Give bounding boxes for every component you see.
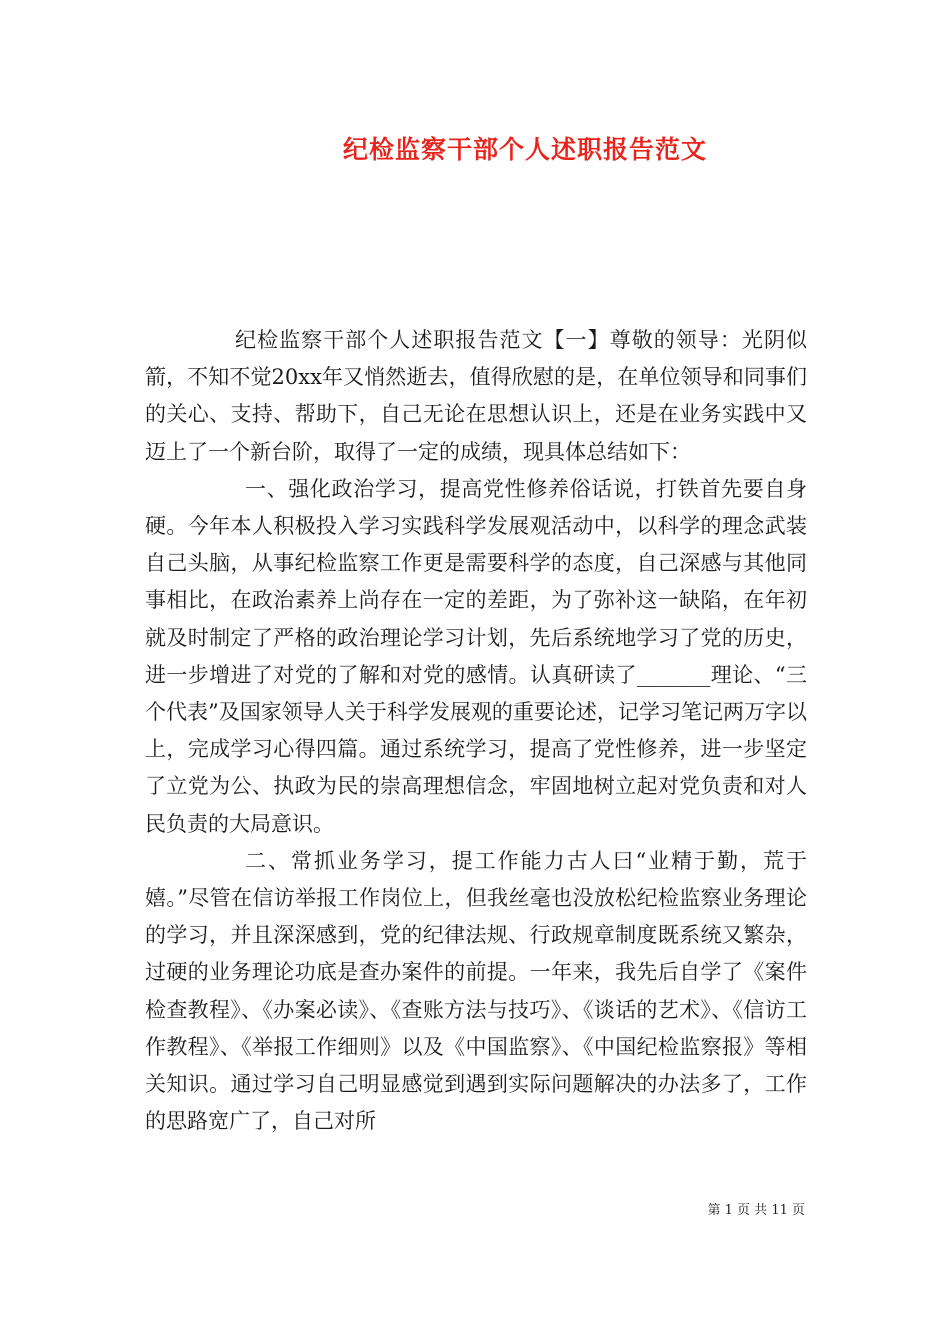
paragraph-business-study: 二、常抓业务学习，提工作能力古人曰“业精于勤，荒于嬉。”尽管在信访举报工作岗位上，但我丝毫也没放松纪检监察业务理论的学习，并且深深感到，党的纪律法规、行政规章制度既系统又繁杂，过硬的业务理论功底是查办案件的前提。一年来，我先后自学了《案件检查教程》、《办案必读》、《查账方法与技巧》、《谈话的艺术》、《信访工作教程》、《举报工作细则》以及《中国监察》、《中国纪检监察报》等相关知识。通过学习自己明显感觉到遇到实际问题解决的办法多了，工作的思路宽广了，自己对所 [145, 848, 807, 1134]
paragraph-intro: 纪检监察干部个人述职报告范文【一】尊敬的领导：光阴似箭，不知不觉20xx年又悄然逝去，值得欣慰的是，在单位领导和同事们的关心、支持、帮助下，自己无论在思想认识上，还是在业务实践中又迈上了一个新台阶，取得了一定的成绩，现具体总结如下： [145, 328, 807, 464]
page-number: 第 1 页 共 11 页 [707, 1203, 805, 1218]
document-body [145, 322, 807, 1140]
page-title: 纪检监察干部个人述职报告范文 [342, 135, 707, 164]
paragraph-political-study: 一、强化政治学习，提高党性修养俗话说，打铁首先要自身硬。今年本人积极投入学习实践科学发展观活动中，以科学的理念武装自己头脑，从事纪检监察工作更是需要科学的态度，自己深感与其他同事相比，在政治素养上尚存在一定的差距，为了弥补这一缺陷，在年初就及时制定了严格的政治理论学习计划，先后系统地学习了党的历史，进一步增进了对党的了解和对党的感情。认真研读了_______理论、“三个代表”及国家领导人关于科学发展观的重要论述，记学习笔记两万字以上，完成学习心得四篇。通过系统学习，提高了党性修养，进一步坚定了立党为公、执政为民的崇高理想信念，牢固地树立起对党负责和对人民负责的大局意识。 [145, 476, 807, 836]
